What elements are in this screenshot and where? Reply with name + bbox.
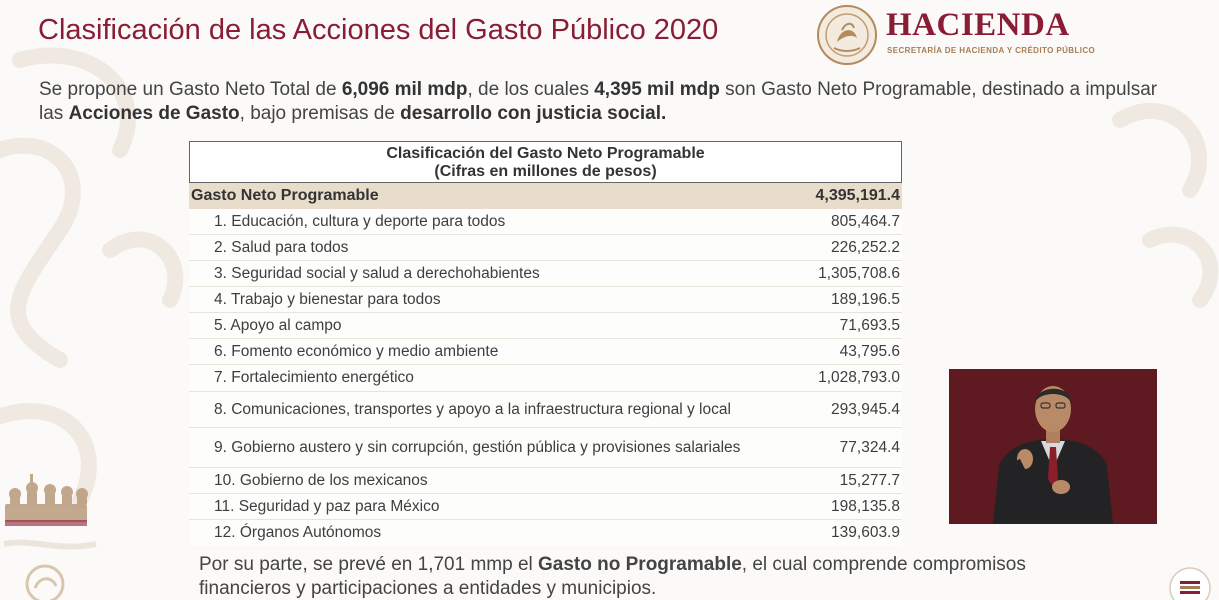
table-row: 11. Seguridad y paz para México 198,135.8 <box>189 494 902 520</box>
sign-language-interpreter-video <box>949 369 1157 524</box>
total-label: Gasto Neto Programable <box>191 187 379 204</box>
classification-table <box>189 141 902 546</box>
table-title: Clasificación del Gasto Neto Programable <box>386 145 705 162</box>
table-row: 10. Gobierno de los mexicanos 15,277.7 <box>189 468 902 494</box>
table-row: 3. Seguridad social y salud a derechohabientes 1,305,708.6 <box>189 261 902 287</box>
logo-subtitle: SECRETARÍA DE HACIENDA Y CRÉDITO PÚBLICO <box>887 46 1096 55</box>
table-body <box>189 209 902 546</box>
mexico-government-round-logo <box>1168 566 1212 600</box>
table-total-row <box>189 183 902 209</box>
table-header <box>189 141 902 183</box>
national-seal-icon <box>816 4 878 66</box>
logo-wordmark: HACIENDA <box>886 7 1070 43</box>
table-row: 9. Gobierno austero y sin corrupción, gestión pública y provisiones salariales 77,324.4 <box>189 428 902 468</box>
table-row: 1. Educación, cultura y deporte para todos 805,464.7 <box>189 209 902 235</box>
intro-paragraph: Se propone un Gasto Neto Total de 6,096 mil mdp, de los cuales 4,395 mil mdp son Gasto Neto Programable, destinado a impulsar las Acciones de Gasto, bajo premisas de desarrollo con justicia social. <box>39 79 1158 124</box>
table-row: 4. Trabajo y bienestar para todos 189,196.5 <box>189 287 902 313</box>
table-row: 6. Fomento económico y medio ambiente 43,795.6 <box>189 339 902 365</box>
table-row: 12. Órganos Autónomos 139,603.9 <box>214 524 900 541</box>
total-value: 4,395,191.4 <box>815 187 900 204</box>
table-row: 2. Salud para todos 226,252.2 <box>189 235 902 261</box>
interpreter-figure <box>949 369 1157 524</box>
page-title: Clasificación de las Acciones del Gasto Público 2020 <box>38 14 719 46</box>
table-row: 8. Comunicaciones, transportes y apoyo a la infraestructura regional y local 293,945.4 <box>189 392 902 428</box>
hacienda-logo <box>816 4 1116 66</box>
table-row: 5. Apoyo al campo 71,693.5 <box>189 313 902 339</box>
footer-paragraph: Por su parte, se prevé en 1,701 mmp el Gasto no Programable, el cual comprende compromisos financieros y participaciones a entidades y municipios. <box>199 554 1026 599</box>
table-row: 7. Fortalecimiento energético 1,028,793.0 <box>189 365 902 392</box>
table-subtitle: (Cifras en millones de pesos) <box>434 163 657 180</box>
historic-figures-logo <box>0 460 110 600</box>
